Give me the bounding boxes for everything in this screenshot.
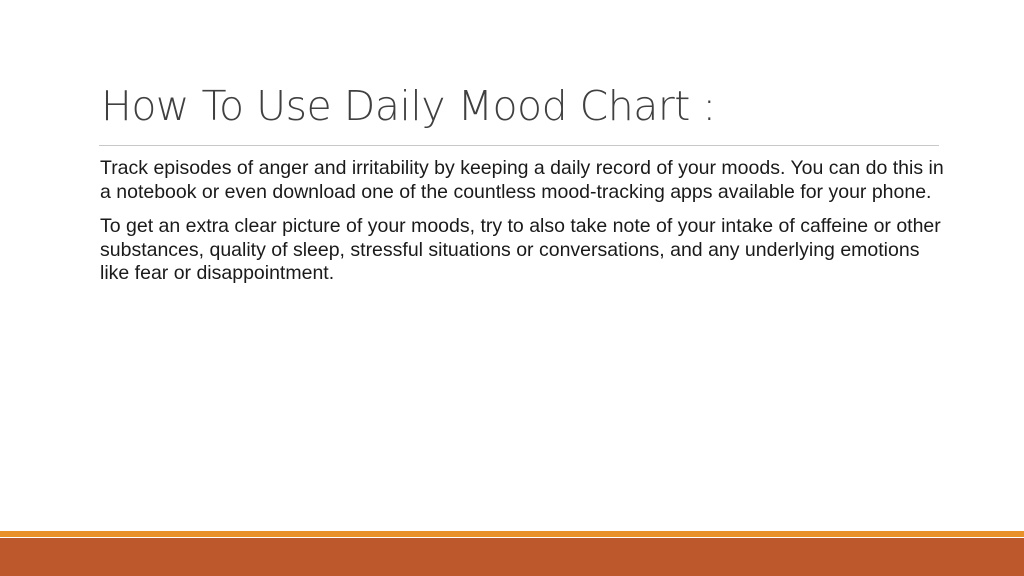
body-paragraph-1: Track episodes of anger and irritability by keeping a daily record of your moods. You can do this in a notebook or even download one of the countless mood-tracking apps available for your phone. <box>100 157 944 203</box>
footer-accent-stripe <box>0 531 1024 537</box>
slide-title: How To Use Daily Mood Chart : <box>101 82 716 130</box>
slide-body <box>100 157 950 297</box>
title-divider <box>99 145 939 146</box>
footer-accent-band <box>0 538 1024 576</box>
body-paragraph-2: To get an extra clear picture of your moods, try to also take note of your intake of caffeine or other substances, quality of sleep, stressful situations or conversations, and any underlying emotions like fear or disappointment. <box>100 215 941 284</box>
